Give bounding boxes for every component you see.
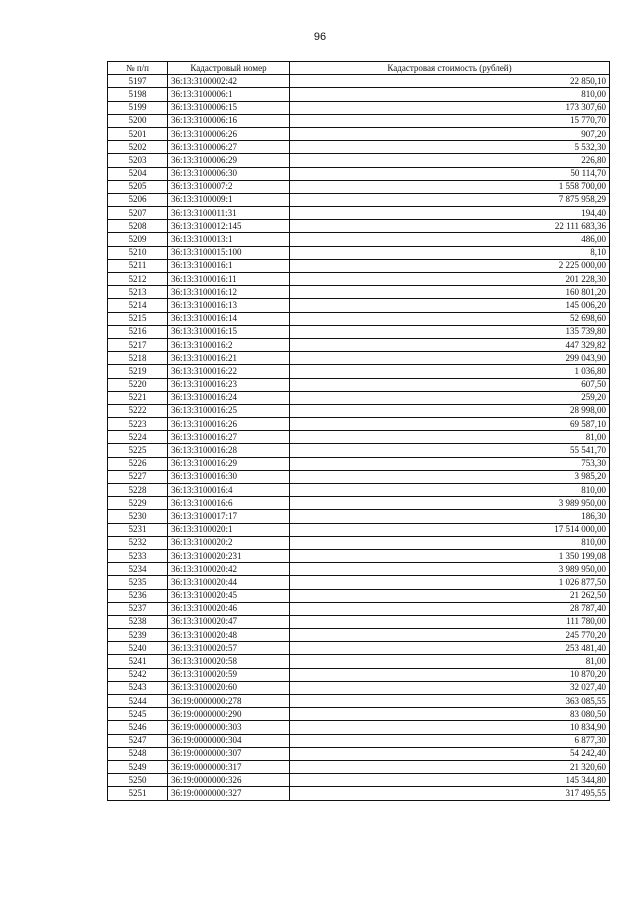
cell-cadastral-value: 253 481,40	[290, 642, 610, 655]
cell-cadastral-number: 36:13:3100016:30	[168, 470, 290, 483]
cell-cadastral-value: 259,20	[290, 391, 610, 404]
table-row	[108, 695, 610, 708]
table-row	[108, 431, 610, 444]
cell-cadastral-value: 907,20	[290, 127, 610, 140]
cell-cadastral-value: 486,00	[290, 233, 610, 246]
cell-cadastral-number: 36:13:3100020:2	[168, 536, 290, 549]
cell-row-number: 5210	[108, 246, 168, 259]
cell-row-number: 5238	[108, 615, 168, 628]
table-row	[108, 576, 610, 589]
cell-cadastral-value: 810,00	[290, 88, 610, 101]
cell-row-number: 5204	[108, 167, 168, 180]
cell-cadastral-number: 36:13:3100016:1	[168, 259, 290, 272]
table-row	[108, 259, 610, 272]
cell-row-number: 5249	[108, 760, 168, 773]
table-body	[108, 75, 610, 800]
table-row	[108, 470, 610, 483]
table-row	[108, 760, 610, 773]
cell-cadastral-value: 52 698,60	[290, 312, 610, 325]
cell-cadastral-number: 36:13:3100017:17	[168, 510, 290, 523]
cadastral-value-table	[107, 61, 610, 801]
cell-row-number: 5222	[108, 404, 168, 417]
cell-cadastral-number: 36:13:3100012:145	[168, 220, 290, 233]
cell-row-number: 5247	[108, 734, 168, 747]
cell-cadastral-number: 36:13:3100020:46	[168, 602, 290, 615]
table-row	[108, 668, 610, 681]
cell-cadastral-value: 145 006,20	[290, 299, 610, 312]
cell-cadastral-value: 810,00	[290, 536, 610, 549]
table-row	[108, 325, 610, 338]
cell-cadastral-number: 36:13:3100002:42	[168, 75, 290, 88]
cell-cadastral-number: 36:13:3100020:59	[168, 668, 290, 681]
table-row	[108, 391, 610, 404]
cell-cadastral-number: 36:13:3100006:30	[168, 167, 290, 180]
cell-row-number: 5251	[108, 787, 168, 800]
cell-row-number: 5201	[108, 127, 168, 140]
cell-row-number: 5208	[108, 220, 168, 233]
cell-cadastral-value: 8,10	[290, 246, 610, 259]
cell-row-number: 5224	[108, 431, 168, 444]
cell-cadastral-number: 36:13:3100020:44	[168, 576, 290, 589]
cell-cadastral-number: 36:13:3100020:231	[168, 549, 290, 562]
cell-row-number: 5200	[108, 114, 168, 127]
cell-cadastral-value: 753,30	[290, 457, 610, 470]
cell-row-number: 5205	[108, 180, 168, 193]
cell-row-number: 5215	[108, 312, 168, 325]
table-row	[108, 721, 610, 734]
cell-cadastral-value: 607,50	[290, 378, 610, 391]
cell-cadastral-value: 111 780,00	[290, 615, 610, 628]
table-row	[108, 180, 610, 193]
cell-cadastral-number: 36:19:0000000:317	[168, 760, 290, 773]
table-row	[108, 88, 610, 101]
cell-row-number: 5231	[108, 523, 168, 536]
table-row	[108, 589, 610, 602]
cell-cadastral-value: 15 770,70	[290, 114, 610, 127]
table-row	[108, 154, 610, 167]
cell-cadastral-number: 36:13:3100020:45	[168, 589, 290, 602]
table-row	[108, 141, 610, 154]
cell-cadastral-number: 36:13:3100020:57	[168, 642, 290, 655]
cell-row-number: 5241	[108, 655, 168, 668]
cell-cadastral-number: 36:13:3100016:14	[168, 312, 290, 325]
table-row	[108, 365, 610, 378]
table-row	[108, 457, 610, 470]
cell-cadastral-number: 36:13:3100016:27	[168, 431, 290, 444]
cell-cadastral-value: 22 850,10	[290, 75, 610, 88]
table-row	[108, 734, 610, 747]
table-row	[108, 549, 610, 562]
cell-cadastral-value: 83 080,50	[290, 708, 610, 721]
page-number: 96	[313, 31, 327, 43]
cell-row-number: 5246	[108, 721, 168, 734]
table-row	[108, 378, 610, 391]
table-row	[108, 220, 610, 233]
cell-row-number: 5203	[108, 154, 168, 167]
cell-cadastral-value: 17 514 000,00	[290, 523, 610, 536]
table-row	[108, 167, 610, 180]
cell-cadastral-value: 6 877,30	[290, 734, 610, 747]
cell-cadastral-number: 36:19:0000000:278	[168, 695, 290, 708]
cell-cadastral-value: 22 111 683,36	[290, 220, 610, 233]
cell-cadastral-number: 36:13:3100016:24	[168, 391, 290, 404]
cell-cadastral-number: 36:13:3100006:29	[168, 154, 290, 167]
cell-cadastral-number: 36:13:3100006:1	[168, 88, 290, 101]
cell-row-number: 5223	[108, 418, 168, 431]
cell-cadastral-number: 36:13:3100016:11	[168, 273, 290, 286]
cell-row-number: 5243	[108, 681, 168, 694]
cell-row-number: 5209	[108, 233, 168, 246]
cell-cadastral-number: 36:13:3100006:26	[168, 127, 290, 140]
table-row	[108, 101, 610, 114]
cell-cadastral-value: 2 225 000,00	[290, 259, 610, 272]
cell-cadastral-number: 36:13:3100016:15	[168, 325, 290, 338]
cell-cadastral-value: 7 875 958,29	[290, 193, 610, 206]
cell-cadastral-value: 363 085,55	[290, 695, 610, 708]
cell-cadastral-value: 81,00	[290, 655, 610, 668]
cell-cadastral-value: 55 541,70	[290, 444, 610, 457]
cell-row-number: 5225	[108, 444, 168, 457]
cell-row-number: 5233	[108, 549, 168, 562]
cell-cadastral-value: 160 801,20	[290, 286, 610, 299]
cell-cadastral-number: 36:13:3100011:31	[168, 207, 290, 220]
cell-row-number: 5211	[108, 259, 168, 272]
cell-cadastral-number: 36:13:3100013:1	[168, 233, 290, 246]
cell-row-number: 5236	[108, 589, 168, 602]
cell-row-number: 5221	[108, 391, 168, 404]
cell-cadastral-value: 81,00	[290, 431, 610, 444]
column-header-cadastral-value: Кадастровая стоимость (рублей)	[290, 62, 610, 75]
cell-cadastral-value: 21 262,50	[290, 589, 610, 602]
table-row	[108, 602, 610, 615]
table-row	[108, 787, 610, 800]
cell-cadastral-number: 36:13:3100015:100	[168, 246, 290, 259]
cell-cadastral-value: 135 739,80	[290, 325, 610, 338]
cell-row-number: 5217	[108, 338, 168, 351]
cell-cadastral-number: 36:13:3100020:60	[168, 681, 290, 694]
cell-row-number: 5232	[108, 536, 168, 549]
table-row	[108, 629, 610, 642]
cell-cadastral-value: 32 027,40	[290, 681, 610, 694]
table-row	[108, 404, 610, 417]
cell-row-number: 5245	[108, 708, 168, 721]
cell-cadastral-value: 54 242,40	[290, 747, 610, 760]
cell-cadastral-number: 36:13:3100020:47	[168, 615, 290, 628]
table-row	[108, 615, 610, 628]
cell-row-number: 5248	[108, 747, 168, 760]
table-row	[108, 114, 610, 127]
table-row	[108, 352, 610, 365]
cell-cadastral-number: 36:13:3100016:28	[168, 444, 290, 457]
cell-cadastral-number: 36:13:3100020:58	[168, 655, 290, 668]
table-row	[108, 563, 610, 576]
cell-cadastral-value: 50 114,70	[290, 167, 610, 180]
table-row	[108, 338, 610, 351]
cell-cadastral-number: 36:13:3100016:23	[168, 378, 290, 391]
cell-row-number: 5244	[108, 695, 168, 708]
column-header-cadastral-number: Кадастровый номер	[168, 62, 290, 75]
table-row	[108, 233, 610, 246]
cell-cadastral-value: 3 989 950,00	[290, 497, 610, 510]
cell-cadastral-number: 36:19:0000000:290	[168, 708, 290, 721]
cell-row-number: 5240	[108, 642, 168, 655]
cell-cadastral-number: 36:13:3100020:1	[168, 523, 290, 536]
cell-row-number: 5219	[108, 365, 168, 378]
cell-cadastral-value: 3 985,20	[290, 470, 610, 483]
table-row	[108, 127, 610, 140]
cell-row-number: 5234	[108, 563, 168, 576]
cell-row-number: 5239	[108, 629, 168, 642]
cell-cadastral-value: 201 228,30	[290, 273, 610, 286]
table-row	[108, 510, 610, 523]
cell-cadastral-value: 194,40	[290, 207, 610, 220]
cell-cadastral-value: 226,80	[290, 154, 610, 167]
cell-cadastral-number: 36:13:3100016:12	[168, 286, 290, 299]
table-row	[108, 299, 610, 312]
cell-row-number: 5199	[108, 101, 168, 114]
cell-cadastral-number: 36:13:3100020:48	[168, 629, 290, 642]
cell-row-number: 5198	[108, 88, 168, 101]
cell-cadastral-number: 36:13:3100016:22	[168, 365, 290, 378]
cell-cadastral-value: 69 587,10	[290, 418, 610, 431]
cell-cadastral-value: 299 043,90	[290, 352, 610, 365]
cell-cadastral-number: 36:13:3100006:27	[168, 141, 290, 154]
cell-row-number: 5226	[108, 457, 168, 470]
table-row	[108, 747, 610, 760]
table-row	[108, 536, 610, 549]
cell-cadastral-number: 36:13:3100016:29	[168, 457, 290, 470]
cell-row-number: 5229	[108, 497, 168, 510]
cell-cadastral-number: 36:13:3100016:4	[168, 484, 290, 497]
table-row	[108, 207, 610, 220]
table-row	[108, 312, 610, 325]
cell-cadastral-value: 1 350 199,08	[290, 549, 610, 562]
cell-row-number: 5206	[108, 193, 168, 206]
cell-cadastral-value: 447 329,82	[290, 338, 610, 351]
cell-row-number: 5197	[108, 75, 168, 88]
cell-row-number: 5214	[108, 299, 168, 312]
cell-cadastral-number: 36:19:0000000:326	[168, 774, 290, 787]
cell-cadastral-number: 36:13:3100006:15	[168, 101, 290, 114]
cell-cadastral-value: 1 036,80	[290, 365, 610, 378]
cell-cadastral-number: 36:13:3100016:2	[168, 338, 290, 351]
cell-cadastral-number: 36:13:3100016:25	[168, 404, 290, 417]
cell-cadastral-value: 21 320,60	[290, 760, 610, 773]
cell-cadastral-value: 1 558 700,00	[290, 180, 610, 193]
table-header-row	[108, 62, 610, 75]
cell-cadastral-value: 10 834,90	[290, 721, 610, 734]
cell-cadastral-value: 1 026 877,50	[290, 576, 610, 589]
cell-cadastral-value: 3 989 950,00	[290, 563, 610, 576]
table-row	[108, 497, 610, 510]
cell-cadastral-value: 186,30	[290, 510, 610, 523]
cell-row-number: 5228	[108, 484, 168, 497]
cell-row-number: 5230	[108, 510, 168, 523]
table-row	[108, 418, 610, 431]
cell-row-number: 5250	[108, 774, 168, 787]
table-row	[108, 681, 610, 694]
cell-cadastral-number: 36:19:0000000:327	[168, 787, 290, 800]
table-row	[108, 642, 610, 655]
cell-cadastral-number: 36:13:3100006:16	[168, 114, 290, 127]
cell-row-number: 5202	[108, 141, 168, 154]
cell-cadastral-number: 36:13:3100009:1	[168, 193, 290, 206]
cell-row-number: 5242	[108, 668, 168, 681]
table-row	[108, 774, 610, 787]
cell-cadastral-number: 36:13:3100016:21	[168, 352, 290, 365]
cell-cadastral-value: 173 307,60	[290, 101, 610, 114]
table-row	[108, 523, 610, 536]
cell-row-number: 5220	[108, 378, 168, 391]
table-row	[108, 484, 610, 497]
cell-row-number: 5237	[108, 602, 168, 615]
cell-cadastral-number: 36:19:0000000:303	[168, 721, 290, 734]
cell-cadastral-value: 145 344,80	[290, 774, 610, 787]
cell-cadastral-value: 10 870,20	[290, 668, 610, 681]
table-row	[108, 444, 610, 457]
cell-row-number: 5235	[108, 576, 168, 589]
cell-cadastral-number: 36:13:3100020:42	[168, 563, 290, 576]
cell-row-number: 5207	[108, 207, 168, 220]
cell-cadastral-value: 317 495,55	[290, 787, 610, 800]
cell-cadastral-number: 36:19:0000000:304	[168, 734, 290, 747]
cell-cadastral-value: 28 787,40	[290, 602, 610, 615]
table-row	[108, 193, 610, 206]
cell-cadastral-value: 810,00	[290, 484, 610, 497]
column-header-row-number: № п/п	[108, 62, 168, 75]
cell-cadastral-number: 36:13:3100016:13	[168, 299, 290, 312]
table-row	[108, 273, 610, 286]
table-row	[108, 708, 610, 721]
cell-cadastral-number: 36:19:0000000:307	[168, 747, 290, 760]
cell-row-number: 5213	[108, 286, 168, 299]
table-row	[108, 75, 610, 88]
cell-row-number: 5218	[108, 352, 168, 365]
cell-cadastral-value: 5 532,30	[290, 141, 610, 154]
table-row	[108, 655, 610, 668]
cell-row-number: 5212	[108, 273, 168, 286]
cell-cadastral-value: 245 770,20	[290, 629, 610, 642]
cell-row-number: 5227	[108, 470, 168, 483]
table-row	[108, 246, 610, 259]
cell-cadastral-number: 36:13:3100007:2	[168, 180, 290, 193]
cell-cadastral-value: 28 998,00	[290, 404, 610, 417]
table-row	[108, 286, 610, 299]
cell-row-number: 5216	[108, 325, 168, 338]
cell-cadastral-number: 36:13:3100016:6	[168, 497, 290, 510]
cell-cadastral-number: 36:13:3100016:26	[168, 418, 290, 431]
